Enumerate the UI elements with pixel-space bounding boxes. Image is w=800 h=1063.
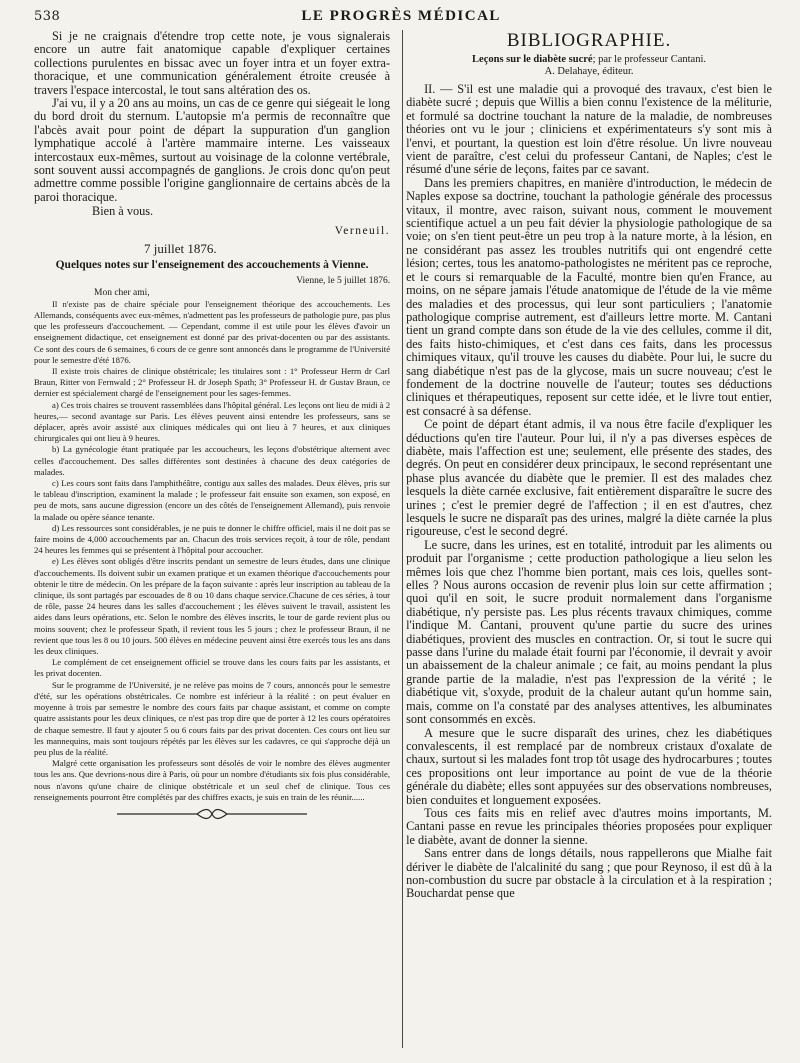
article-paragraph: d) Les ressources sont considérables, je ne puis te donner le chiffre officiel, mais il ne doit pas se faire moins de 4,000 accouchements par an. Chacun des trois services reçoit, à tour de rôle, pendant 24 heures les femmes qui se présentent à l'hôpital pour accoucher. [34,522,391,556]
page-number: 538 [34,9,61,24]
section-title: BIBLIOGRAPHIE. [506,30,672,51]
right-column [406,30,772,901]
letter-signature: Verneuil. [334,225,391,238]
columns [34,30,772,901]
left-column [34,30,390,901]
review-paragraph: Dans les premiers chapitres, en manière d'introduction, le médecin de Naples expose sa doctrine, touchant la pathologie générale des processus vitaux, il montre, avec raison, suivant nous, comment le mouvement scientifique actuel a un peu fait dévier la physiologie pathologique de sa voie; on s'en tient peut-être un peu trop à la nature morte, à la lésion, en ne considérant pas assez les troubles nutritifs qui ont engendré cette lésion; certes, tous les anatomo-pathologistes ne méritent pas ce reproche, et le cours si remarquable de la Faculté, montre bien qu'en France, au moins, on ne sépare jamais l'étude anatomique de l'étude de la vie même des maladies et des processus, qui leur sont particuliers ; l'anatomie pathologique comprise autrement, est d'ailleurs lettre morte. M. Cantani tient un grand compte dans son étude de la vie des cellules, comme il dit, des faits histo-chimiques, et c'est dans ces faits, dans les processus chimiques vitaux, qu'il trouve les causes du diabète. Pour lui, le sucre du sang diabétique n'est pas de la glycose, mais un sucre nouveau; c'est le fondement de la doctrine nouvelle de l'auteur; toutes ses déductions cliniques et thérapeutiques, reposent sur cette idée, et le livre tout entier, est consacré à sa défense. [406,175,772,418]
review-paragraph: Ce point de départ étant admis, il va nous être facile d'expliquer les déductions qu'en tire l'auteur. Pour lui, il n'y a pas diverses espèces de diabète, mais l'affection est une; seulement, elle présente des stades, des degrés. On peut en considérer deux principaux, le second représentant une phase plus avancée du diabète que le premier. Il est des malades chez lesquels la diète carnée exclusive, fait entièrement disparaître le sucre des urines ; c'est le premier degré de l'affection ; il en est d'autres, chez lesquels le sucre ne disparaît pas des urines, malgré la diète carnée la plus rigoureuse, c'est le second degré. [406,417,772,539]
review-paragraph: Tous ces faits mis en relief avec d'autres moins importants, M. Cantani passe en revue les principales théories proposées pour expliquer le diabète, avant de donner la sienne. [406,805,772,847]
letter-date: 7 juillet 1876. [144,241,217,257]
book-publisher: A. Delahaye, éditeur. [544,66,634,77]
review-paragraph: II. — S'il est une maladie qui a provoqué des travaux, c'est bien le diabète sucré ; depuis que Willis a bien connu l'existence de la méliturie, et formulé sa doctrine touchant la nature de la maladie, de nombreuses théories ont vu le jour ; cliniciens et expérimentateurs s'y sont mis à l'envi, et pourtant, la question est loin d'être résolue. Un livre nouveau vient de paraître, c'est celui du professeur Cantani, de Naples; c'est le résumé d'une série de leçons, faites par ce savant. [406,82,772,177]
intro-paragraph: J'ai vu, il y a 20 ans au moins, un cas de ce genre qui siégeait le long du bord droit du sternum. L'autopsie m'a permis de reconnaître que l'abcès avait pour point de départ la suppuration d'un ganglion lymphatique accolé à l'artère mammaire interne. Les vaisseaux intercostaux eux-mêmes, surtout au voisinage de la colonne vertébrale, sont souvent aussi accompagnés de ganglions. Je crois donc qu'on peut admettre comme possible l'origine ganglionnaire de certains abcès de la paroi thoracique. [34,96,391,204]
column-divider [402,30,403,1048]
ornament-rule-icon [117,808,307,820]
article-paragraph: Malgré cette organisation les professeurs sont désolés de voir le nombre des élèves augmenter tous les ans. Que devrions-nous dire à Paris, où pour un nombre d'étudiants six fois plus considérable, nous n'avons qu'une chaire de clinique obstétricale et un seul chef de clinique. Tous ces renseignements pourront être complétés par des chiffres exacts, je suis en train de les réunir...... [34,758,391,802]
article-paragraph: Il n'existe pas de chaire spéciale pour l'enseignement théorique des accouchements. Les Allemands, conséquents avec eux-mêmes, n'admettent pas les professeurs de pathologie pure, pas plus que les professeurs d'accouchement. — Cependant, comme il est utile pour les élèves d'avoir un enseignement didactique, cet enseignement est donné par des privat-docenten ou par des assistants. Ce sont des cours de 6 semaines, 6 cours de ce genre sont annoncés dans le programme de l'Université pour le semestre d'été 1876. [34,298,391,365]
end-ornament [34,807,390,825]
article-paragraph: c) Les cours sont faits dans l'amphithéâtre, contigu aux salles des malades. Deux élèves, pris sur le tableau d'inscription, examinent la malade ; le professeur fait ensuite son examen, son exposé, en peu de mots, sans aucune digression (encore un des côtés de l'enseignement Allemand), puis renvoie la malade ou opère séance tenante. [34,478,391,522]
article-paragraph: Sur le programme de l'Université, je ne relève pas moins de 7 cours, annoncés pour le semestre d'été, sur les opérations obstétricales. Ce nombre est inférieur à la réalité : on peut évaluer en moyenne à trois par semestre le nombre des cours faits par chaque assistant, et comme on compte quatre assistants pour les deux cliniques, ce n'est pas trop dire que de porter à 12 les cours opératoires de chaque semestre. Il faut y ajouter 5 ou 6 cours faits par des privat docenten. Ces cours ont lieu sur les mannequins, mais sont toujours répétés par les élèves sur les cadavres, ce qui s'approche déjà un peu plus de la réalité. [34,679,391,757]
article-paragraph: a) Ces trois chaires se trouvent rassemblées dans l'hôpital général. Les leçons ont lieu de midi à 2 heures,— second avantage sur Paris. Les élèves peuvent ainsi entendre les professeurs, sans se déplacer, après avoir assisté aux cliniques médicales qui ont lieu à 7 heures, et aux cliniques chirurgicales qui ont lieu à 9 heures. [34,399,391,444]
book-reference [406,54,772,66]
article-paragraph: Il existe trois chaires de clinique obstétricale; les titulaires sont : 1° Professeur Herrn dr Carl Braun, Ritter von Fernwald ; 2° Professeur H. dr Joseph Spath; 3° Professeur H. dr Gustav Braun, ce dernier est spécialement chargé de l'enseignement pour les sages-femmes. [34,366,391,399]
article-paragraph: b) La gynécologie étant pratiquée par les accoucheurs, les leçons d'obstétrique alternent avec celles d'accouchement. Des salles différentes sont destinées à chacune des deux catégories de malades. [34,444,391,477]
article-dateline: Vienne, le 5 juillet 1876. [296,275,391,286]
book-author: ; par le professeur Cantani. [592,54,707,65]
review-paragraph: A mesure que le sucre disparaît des urines, chez les diabétiques convalescents, il est remplacé par de nombreux cristaux d'oxalate de chaux, surtout si les malades font trop tôt usage des hydrocarbures ; toutes ces propositions ont leur importance au point de vue de la théorie générale du diabète; elles sont appuyées sur des observations nombreuses, bien conduites et longuement exposées. [406,725,772,807]
page-header [34,8,772,30]
letter-closing: Bien à vous. [92,204,154,219]
article-title: Quelques notes sur l'enseignement des accouchements à Vienne. [55,259,369,272]
article-salutation: Mon cher ami, [94,287,150,298]
article-paragraph: e) Les élèves sont obligés d'être inscrits pendant un semestre de leurs études, dans une clinique d'accouchements. Ils doivent subir un examen pratique et un examen théorique d'accouchements pour obtenir le titre de médecin. On les prépare de la façon suivante : après leur inscription au tableau de la clinique, ils sont partagés par escouades de 8 ou 10 dans chaque service.Chacune de ces séries, à tour de rôle, passe 24 heures dans les salles d'accouchement ; les élèves suivent le travail, assistent les aides dans leurs opérations, etc. Selon le nombre des élèves inscrits, le tour de garde revient plus ou moins souvent; chez le professeur Spath, il revient tous les 5 jours ; chez le professeur Braun, il ne revient que tous les 8 ou 10 jours. 500 élèves en médecine peuvent ainsi être exercés tous les ans dans les deux cliniques. [34,556,391,657]
journal-title: LE PROGRÈS MÉDICAL [301,8,501,24]
review-paragraph: Sans entrer dans de longs détails, nous rappellerons que Mialhe fait dériver le diabète de l'alcalinité du sang ; que pour Reynoso, il est dû à la non-combustion du sucre par obstacle à la circulation et à la respiration ; Bouchardat pense que [406,846,772,901]
intro-paragraph: Si je ne craignais d'étendre trop cette note, je vous signalerais encore un autre fait anatomique capable d'expliquer certaines collections purulentes en bissac avec un foyer intra et un foyer extra-thoracique, et une communication généralement étroite creusée à travers l'espace intercostal, le tout sans altération des os. [34,29,391,97]
review-paragraph: Le sucre, dans les urines, est en totalité, introduit par les aliments ou produit par l'organisme ; cette production pathologique a lieu selon les mêmes lois que chez l'homme bien portant, mais ces lois, quelles sont-elles ? Nous aurons occasion de revenir plus loin sur cette affirmation ; quoi qu'il en soit, le sucre produit normalement dans l'organisme diabétique, n'y persiste pas. Les plus récents travaux chimiques, comme l'indique M. Cantani, prouvent qu'une partie du sucre des urines diabétiques, provient des muscles en contraction. Or, si tout le sucre qui passe dans l'urine du malade était fourni par l'économie, il devrait y avoir un abaissement de la chaleur animale ; ce fait, au moins pendant la plus grande partie de la maladie, n'est pas l'expression de la vérité ; le diabétique vit, s'oxyde, produit de la chaleur autant qu'un homme sain, mais, comme on l'a constaté par des analyses attentives, les albuminates sont consommés en excès. [406,537,772,727]
book-title: Leçons sur le diabète sucré [472,54,593,65]
article-paragraph: Le complément de cet enseignement officiel se trouve dans les cours faits par les assistants, et les privat docenten. [34,657,391,679]
